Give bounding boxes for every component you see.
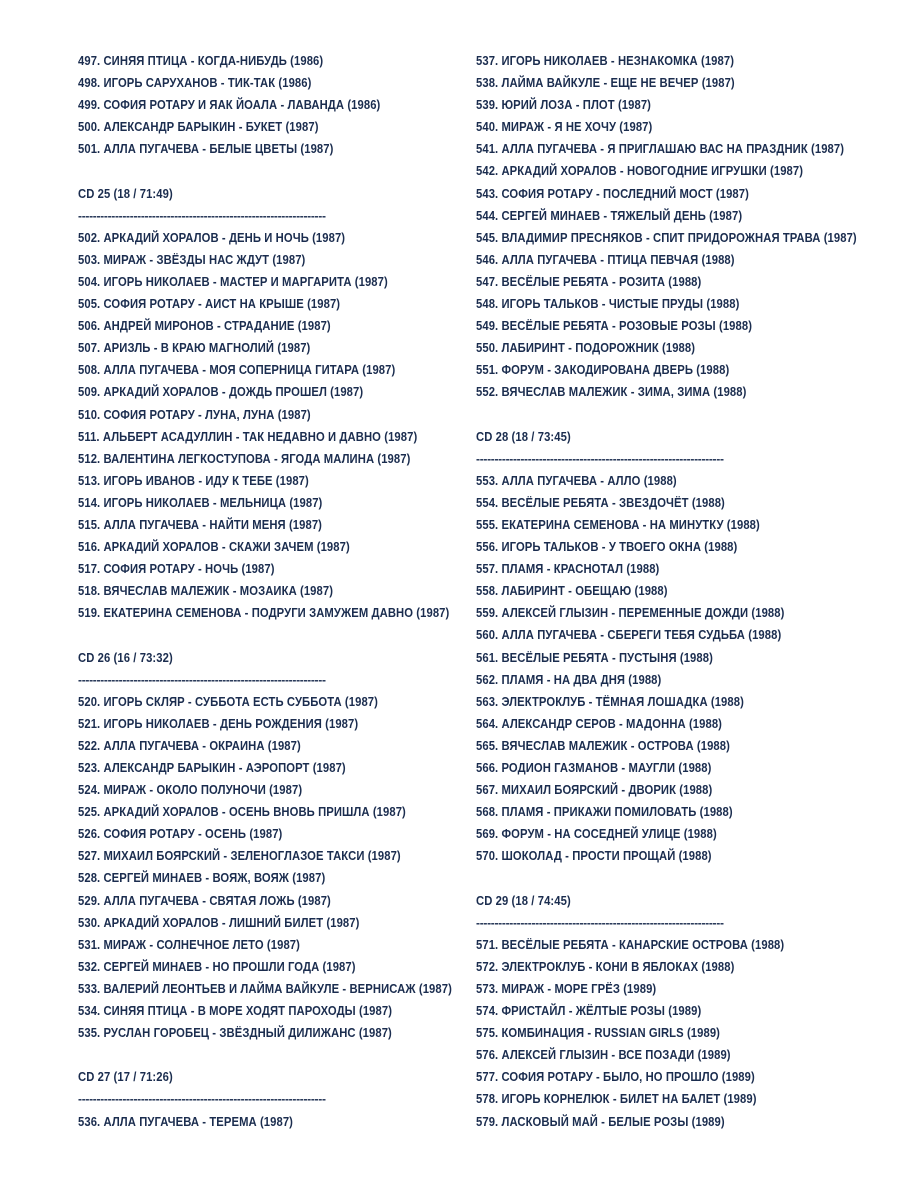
track-item: 515. АЛЛА ПУГАЧЕВА - НАЙТИ МЕНЯ (1987)	[78, 517, 323, 532]
track-item: 520. ИГОРЬ СКЛЯР - СУББОТА ЕСТЬ СУББОТА (1987)	[78, 694, 378, 709]
track-item: 501. АЛЛА ПУГАЧЕВА - БЕЛЫЕ ЦВЕТЫ (1987)	[78, 142, 334, 157]
track-item: 557. ПЛАМЯ - КРАСНОТАЛ (1988)	[476, 562, 660, 577]
track-item: 563. ЭЛЕКТРОКЛУБ - ТЁМНАЯ ЛОШАДКА (1988)	[476, 694, 744, 709]
track-item: 567. МИХАИЛ БОЯРСКИЙ - ДВОРИК (1988)	[476, 783, 713, 798]
track-item: 562. ПЛАМЯ - НА ДВА ДНЯ (1988)	[476, 672, 662, 687]
track-item: 534. СИНЯЯ ПТИЦА - В МОРЕ ХОДЯТ ПАРОХОДЫ (1987)	[78, 1004, 393, 1019]
track-item: 559. АЛЕКСЕЙ ГЛЫЗИН - ПЕРЕМЕННЫЕ ДОЖДИ (1988)	[476, 606, 785, 621]
track-item: 575. КОМБИНАЦИЯ - RUSSIAN GIRLS (1989)	[476, 1026, 721, 1041]
track-item: 549. ВЕСЁЛЫЕ РЕБЯТА - РОЗОВЫЕ РОЗЫ (1988)	[476, 319, 753, 334]
separator-line: -------------------------------------------------------------------	[78, 1092, 326, 1107]
separator-line: -------------------------------------------------------------------	[476, 451, 724, 466]
track-item: 518. ВЯЧЕСЛАВ МАЛЕЖИК - МОЗАИКА (1987)	[78, 584, 334, 599]
left-column	[78, 50, 463, 1133]
separator-line: -------------------------------------------------------------------	[476, 915, 724, 930]
cd-header: CD 29 (18 / 74:45)	[476, 893, 571, 908]
track-item: 503. МИРАЖ - ЗВЁЗДЫ НАС ЖДУТ (1987)	[78, 252, 306, 267]
track-item: 558. ЛАБИРИНТ - ОБЕЩАЮ (1988)	[476, 584, 668, 599]
spacer	[476, 867, 886, 889]
track-item: 565. ВЯЧЕСЛАВ МАЛЕЖИК - ОСТРОВА (1988)	[476, 738, 730, 753]
track-item: 516. АРКАДИЙ ХОРАЛОВ - СКАЖИ ЗАЧЕМ (1987)	[78, 540, 350, 555]
track-item: 509. АРКАДИЙ ХОРАЛОВ - ДОЖДЬ ПРОШЕЛ (1987)	[78, 385, 364, 400]
track-item: 569. ФОРУМ - НА СОСЕДНЕЙ УЛИЦЕ (1988)	[476, 827, 717, 842]
spacer	[78, 624, 463, 646]
track-item: 543. СОФИЯ РОТАРУ - ПОСЛЕДНИЙ МОСТ (1987)	[476, 186, 749, 201]
track-item: 553. АЛЛА ПУГАЧЕВА - АЛЛО (1988)	[476, 473, 677, 488]
track-item: 504. ИГОРЬ НИКОЛАЕВ - МАСТЕР И МАРГАРИТА (1987)	[78, 274, 388, 289]
track-item: 506. АНДРЕЙ МИРОНОВ - СТРАДАНИЕ (1987)	[78, 319, 331, 334]
separator-line: -------------------------------------------------------------------	[78, 672, 326, 687]
track-item: 498. ИГОРЬ САРУХАНОВ - ТИК-ТАК (1986)	[78, 76, 312, 91]
track-item: 570. ШОКОЛАД - ПРОСТИ ПРОЩАЙ (1988)	[476, 849, 712, 864]
track-item: 537. ИГОРЬ НИКОЛАЕВ - НЕЗНАКОМКА (1987)	[476, 54, 735, 68]
track-item: 524. МИРАЖ - ОКОЛО ПОЛУНОЧИ (1987)	[78, 783, 303, 798]
track-item: 530. АРКАДИЙ ХОРАЛОВ - ЛИШНИЙ БИЛЕТ (1987)	[78, 915, 360, 930]
track-item: 533. ВАЛЕРИЙ ЛЕОНТЬЕВ И ЛАЙМА ВАЙКУЛЕ - ВЕРНИСАЖ (1987)	[78, 981, 452, 996]
track-item: 517. СОФИЯ РОТАРУ - НОЧЬ (1987)	[78, 562, 275, 577]
track-item: 551. ФОРУМ - ЗАКОДИРОВАНА ДВЕРЬ (1988)	[476, 363, 730, 378]
track-item: 508. АЛЛА ПУГАЧЕВА - МОЯ СОПЕРНИЦА ГИТАРА (1987)	[78, 363, 396, 378]
spacer	[78, 160, 463, 182]
track-item: 526. СОФИЯ РОТАРУ - ОСЕНЬ (1987)	[78, 827, 283, 842]
track-item: 542. АРКАДИЙ ХОРАЛОВ - НОВОГОДНИЕ ИГРУШКИ (1987)	[476, 164, 804, 179]
track-item: 507. АРИЗЛЬ - В КРАЮ МАГНОЛИЙ (1987)	[78, 341, 311, 356]
track-item: 561. ВЕСЁЛЫЕ РЕБЯТА - ПУСТЫНЯ (1988)	[476, 650, 713, 665]
track-item: 578. ИГОРЬ КОРНЕЛЮК - БИЛЕТ НА БАЛЕТ (1989)	[476, 1092, 757, 1107]
track-item: 532. СЕРГЕЙ МИНАЕВ - НО ПРОШЛИ ГОДА (1987)	[78, 959, 356, 974]
track-item: 573. МИРАЖ - МОРЕ ГРЁЗ (1989)	[476, 981, 657, 996]
track-item: 505. СОФИЯ РОТАРУ - АИСТ НА КРЫШЕ (1987)	[78, 297, 341, 312]
track-item: 577. СОФИЯ РОТАРУ - БЫЛО, НО ПРОШЛО (1989)	[476, 1070, 755, 1085]
track-item: 531. МИРАЖ - СОЛНЕЧНОЕ ЛЕТО (1987)	[78, 937, 300, 952]
track-item: 514. ИГОРЬ НИКОЛАЕВ - МЕЛЬНИЦА (1987)	[78, 495, 323, 510]
track-item: 497. СИНЯЯ ПТИЦА - КОГДА-НИБУДЬ (1986)	[78, 54, 324, 68]
cd-header: CD 27 (17 / 71:26)	[78, 1070, 173, 1085]
track-item: 556. ИГОРЬ ТАЛЬКОВ - У ТВОЕГО ОКНА (1988)	[476, 540, 738, 555]
track-item: 579. ЛАСКОВЫЙ МАЙ - БЕЛЫЕ РОЗЫ (1989)	[476, 1114, 725, 1129]
track-item: 529. АЛЛА ПУГАЧЕВА - СВЯТАЯ ЛОЖЬ (1987)	[78, 893, 331, 908]
track-item: 521. ИГОРЬ НИКОЛАЕВ - ДЕНЬ РОЖДЕНИЯ (1987)	[78, 716, 359, 731]
track-item: 544. СЕРГЕЙ МИНАЕВ - ТЯЖЕЛЫЙ ДЕНЬ (1987)	[476, 208, 743, 223]
track-item: 510. СОФИЯ РОТАРУ - ЛУНА, ЛУНА (1987)	[78, 407, 311, 422]
track-item: 568. ПЛАМЯ - ПРИКАЖИ ПОМИЛОВАТЬ (1988)	[476, 805, 733, 820]
track-item: 535. РУСЛАН ГОРОБЕЦ - ЗВЁЗДНЫЙ ДИЛИЖАНС (1987)	[78, 1026, 392, 1041]
track-item: 546. АЛЛА ПУГАЧЕВА - ПТИЦА ПЕВЧАЯ (1988)	[476, 252, 735, 267]
track-item: 527. МИХАИЛ БОЯРСКИЙ - ЗЕЛЕНОГЛАЗОЕ ТАКСИ (1987)	[78, 849, 401, 864]
track-item: 560. АЛЛА ПУГАЧЕВА - СБЕРЕГИ ТЕБЯ СУДЬБА (1988)	[476, 628, 782, 643]
cd-header: CD 26 (16 / 73:32)	[78, 650, 173, 665]
track-item: 539. ЮРИЙ ЛОЗА - ПЛОТ (1987)	[476, 98, 652, 113]
track-item: 545. ВЛАДИМИР ПРЕСНЯКОВ - СПИТ ПРИДОРОЖНАЯ ТРАВА (1987)	[476, 230, 857, 245]
track-item: 523. АЛЕКСАНДР БАРЫКИН - АЭРОПОРТ (1987)	[78, 761, 346, 775]
track-item: 550. ЛАБИРИНТ - ПОДОРОЖНИК (1988)	[476, 341, 696, 356]
track-item: 511. АЛЬБЕРТ АСАДУЛЛИН - ТАК НЕДАВНО И ДАВНО (1987)	[78, 429, 418, 444]
right-column	[476, 50, 886, 1133]
track-item: 499. СОФИЯ РОТАРУ И ЯАК ЙОАЛА - ЛАВАНДА (1986)	[78, 98, 381, 113]
track-item: 528. СЕРГЕЙ МИНАЕВ - ВОЯЖ, ВОЯЖ (1987)	[78, 871, 326, 886]
track-item: 555. ЕКАТЕРИНА СЕМЕНОВА - НА МИНУТКУ (1988)	[476, 517, 760, 532]
track-item: 572. ЭЛЕКТРОКЛУБ - КОНИ В ЯБЛОКАХ (1988)	[476, 959, 735, 974]
spacer	[78, 1044, 463, 1066]
track-item: 512. ВАЛЕНТИНА ЛЕГКОСТУПОВА - ЯГОДА МАЛИНА (1987)	[78, 451, 411, 466]
cd-header: CD 25 (18 / 71:49)	[78, 186, 173, 201]
track-item: 513. ИГОРЬ ИВАНОВ - ИДУ К ТЕБЕ (1987)	[78, 473, 309, 488]
track-item: 538. ЛАЙМА ВАЙКУЛЕ - ЕЩЕ НЕ ВЕЧЕР (1987)	[476, 76, 735, 91]
track-item: 574. ФРИСТАЙЛ - ЖЁЛТЫЕ РОЗЫ (1989)	[476, 1004, 702, 1019]
spacer	[476, 404, 886, 426]
cd-header: CD 28 (18 / 73:45)	[476, 429, 571, 444]
track-item: 571. ВЕСЁЛЫЕ РЕБЯТА - КАНАРСКИЕ ОСТРОВА (1988)	[476, 937, 785, 952]
track-item: 540. МИРАЖ - Я НЕ ХОЧУ (1987)	[476, 120, 653, 135]
track-item: 548. ИГОРЬ ТАЛЬКОВ - ЧИСТЫЕ ПРУДЫ (1988)	[476, 297, 740, 312]
track-item: 536. АЛЛА ПУГАЧЕВА - ТЕРЕМА (1987)	[78, 1114, 294, 1129]
track-item: 566. РОДИОН ГАЗМАНОВ - МАУГЛИ (1988)	[476, 761, 712, 775]
track-item: 502. АРКАДИЙ ХОРАЛОВ - ДЕНЬ И НОЧЬ (1987)	[78, 230, 346, 245]
track-item: 522. АЛЛА ПУГАЧЕВА - ОКРАИНА (1987)	[78, 738, 301, 753]
track-item: 547. ВЕСЁЛЫЕ РЕБЯТА - РОЗИТА (1988)	[476, 274, 702, 289]
track-item: 519. ЕКАТЕРИНА СЕМЕНОВА - ПОДРУГИ ЗАМУЖЕМ ДАВНО (1987)	[78, 606, 450, 621]
track-item: 525. АРКАДИЙ ХОРАЛОВ - ОСЕНЬ ВНОВЬ ПРИШЛА (1987)	[78, 805, 406, 820]
track-item: 541. АЛЛА ПУГАЧЕВА - Я ПРИГЛАШАЮ ВАС НА ПРАЗДНИК (1987)	[476, 142, 845, 157]
track-item: 552. ВЯЧЕСЛАВ МАЛЕЖИК - ЗИМА, ЗИМА (1988)	[476, 385, 747, 400]
track-item: 564. АЛЕКСАНДР СЕРОВ - МАДОННА (1988)	[476, 716, 723, 731]
track-item: 554. ВЕСЁЛЫЕ РЕБЯТА - ЗВЕЗДОЧЁТ (1988)	[476, 495, 725, 510]
separator-line: -------------------------------------------------------------------	[78, 208, 326, 223]
track-item: 500. АЛЕКСАНДР БАРЫКИН - БУКЕТ (1987)	[78, 120, 319, 135]
track-item: 576. АЛЕКСЕЙ ГЛЫЗИН - ВСЕ ПОЗАДИ (1989)	[476, 1048, 731, 1063]
